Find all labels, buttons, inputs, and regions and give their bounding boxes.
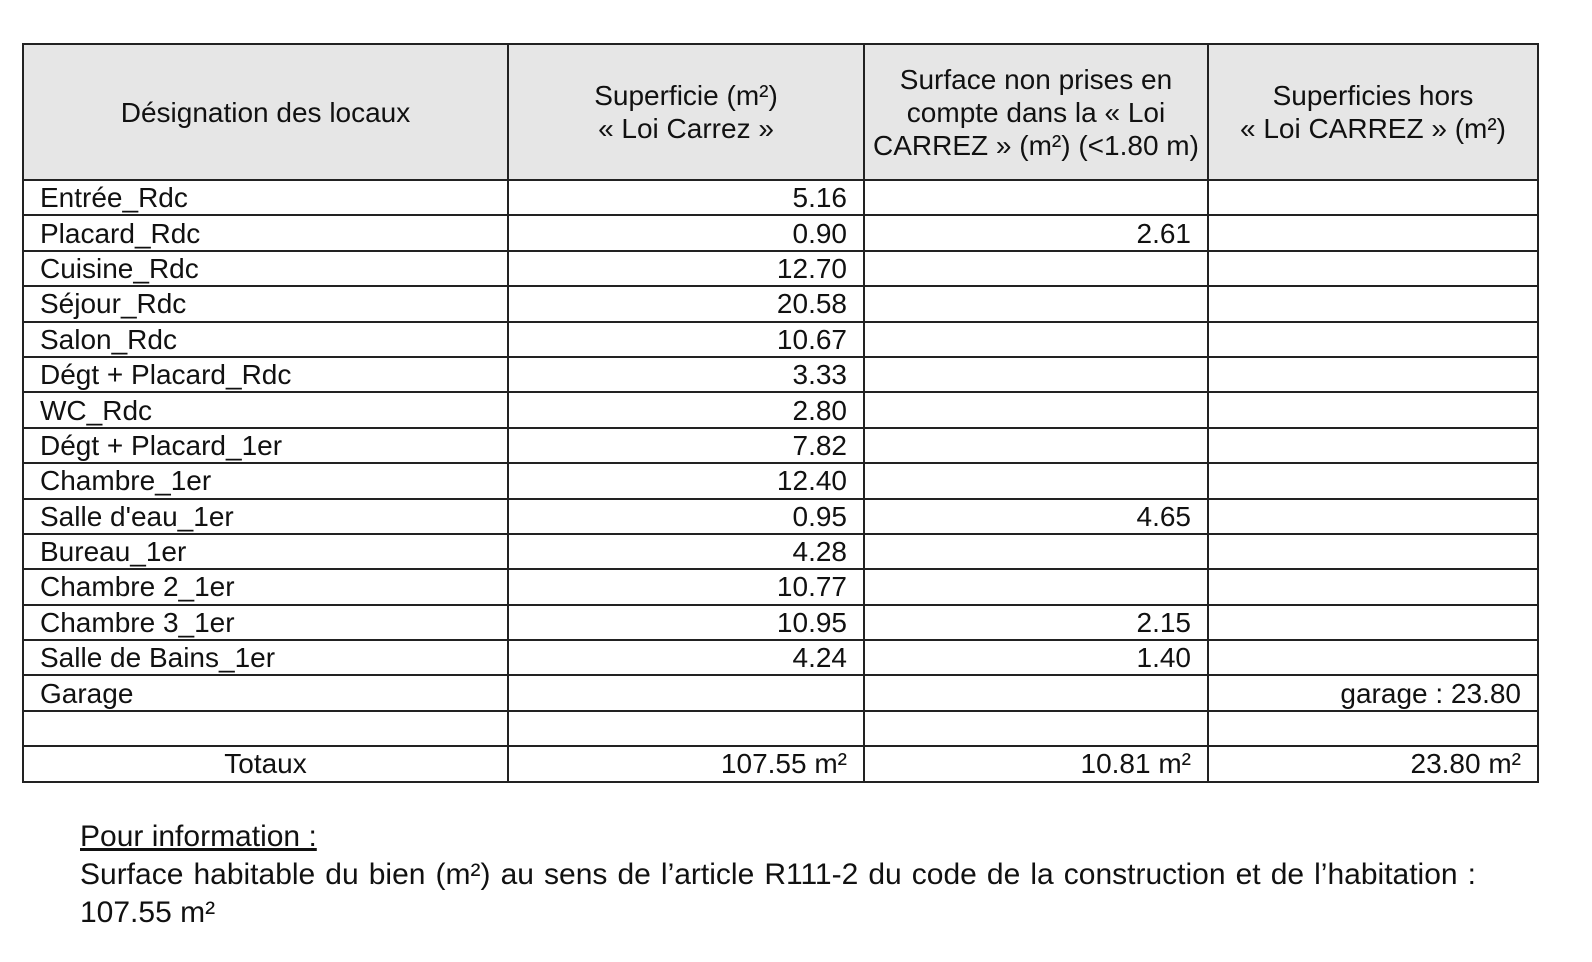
total-cell: 23.80 m² (1208, 746, 1538, 781)
area-cell (864, 428, 1208, 463)
area-cell (1208, 357, 1538, 392)
area-cell: 0.90 (508, 215, 864, 250)
area-cell: 2.80 (508, 392, 864, 427)
table-row (23, 499, 1538, 534)
area-cell: 0.95 (508, 499, 864, 534)
room-name-cell: Placard_Rdc (23, 215, 508, 250)
header-outside-carrez-area (1208, 44, 1538, 180)
area-cell (864, 357, 1208, 392)
area-cell (1208, 569, 1538, 604)
area-cell (1208, 392, 1538, 427)
header-designation-label: Désignation des locaux (120, 96, 411, 128)
area-cell: 10.95 (508, 605, 864, 640)
area-cell (864, 251, 1208, 286)
area-cell: 4.65 (864, 499, 1208, 534)
room-name-cell: Chambre 3_1er (23, 605, 508, 640)
room-name-cell (23, 711, 508, 746)
area-cell (864, 711, 1208, 746)
area-cell: 10.77 (508, 569, 864, 604)
area-cell (864, 392, 1208, 427)
table-row (23, 392, 1538, 427)
room-name-cell: Salle de Bains_1er (23, 640, 508, 675)
area-cell: 4.28 (508, 534, 864, 569)
room-name-cell: Salle d'eau_1er (23, 499, 508, 534)
info-title: Pour information : (80, 820, 317, 853)
header-carrez-area-label: Superficie (m²) « Loi Carrez » (594, 80, 778, 144)
area-cell (864, 286, 1208, 321)
area-cell: 3.33 (508, 357, 864, 392)
area-cell (864, 534, 1208, 569)
area-cell (1208, 605, 1538, 640)
total-cell: 10.81 m² (864, 746, 1208, 781)
area-cell: garage : 23.80 (1208, 675, 1538, 710)
total-cell: 107.55 m² (508, 746, 864, 781)
area-cell (1208, 640, 1538, 675)
room-name-cell: WC_Rdc (23, 392, 508, 427)
area-cell (1208, 251, 1538, 286)
area-cell: 4.24 (508, 640, 864, 675)
area-cell (1208, 286, 1538, 321)
area-cell (1208, 180, 1538, 215)
table-row (23, 180, 1538, 215)
area-cell (1208, 322, 1538, 357)
table-row (23, 286, 1538, 321)
room-name-cell: Séjour_Rdc (23, 286, 508, 321)
table-row (23, 463, 1538, 498)
area-cell (1208, 428, 1538, 463)
area-cell: 2.61 (864, 215, 1208, 250)
room-name-cell: Dégt + Placard_1er (23, 428, 508, 463)
area-cell: 1.40 (864, 640, 1208, 675)
table-header (23, 44, 1538, 180)
surface-table (22, 43, 1539, 783)
table-body (23, 180, 1538, 782)
area-cell (1208, 499, 1538, 534)
table-row (23, 428, 1538, 463)
totals-row (23, 746, 1538, 781)
area-cell (864, 180, 1208, 215)
table-row (23, 569, 1538, 604)
table-row (23, 322, 1538, 357)
table-row (23, 675, 1538, 710)
area-cell (1208, 711, 1538, 746)
area-cell: 7.82 (508, 428, 864, 463)
header-outside-carrez-area-label: Superficies hors « Loi CARREZ » (m²) (1239, 80, 1507, 144)
area-cell (864, 463, 1208, 498)
area-cell: 12.40 (508, 463, 864, 498)
area-cell (1208, 534, 1538, 569)
room-name-cell: Chambre 2_1er (23, 569, 508, 604)
area-cell (1208, 215, 1538, 250)
area-cell: 5.16 (508, 180, 864, 215)
header-excluded-area (864, 44, 1208, 180)
totals-label: Totaux (23, 746, 508, 781)
header-excluded-area-label: Surface non prises en compte dans la « Loi CARREZ » (m²) (<1.80 m) (873, 63, 1199, 161)
header-carrez-area (508, 44, 864, 180)
area-cell: 20.58 (508, 286, 864, 321)
room-name-cell: Salon_Rdc (23, 322, 508, 357)
area-cell: 12.70 (508, 251, 864, 286)
room-name-cell: Bureau_1er (23, 534, 508, 569)
table-row (23, 534, 1538, 569)
info-section (80, 818, 1476, 932)
area-cell (864, 322, 1208, 357)
table-row (23, 711, 1538, 746)
area-cell (508, 711, 864, 746)
header-designation (23, 44, 508, 180)
area-cell (1208, 463, 1538, 498)
room-name-cell: Chambre_1er (23, 463, 508, 498)
info-text: Surface habitable du bien (m²) au sens de l’article R111-2 du code de la construction et de l’habitation : 107.55 m² (80, 858, 1476, 929)
room-name-cell: Garage (23, 675, 508, 710)
area-cell: 10.67 (508, 322, 864, 357)
area-cell (864, 675, 1208, 710)
room-name-cell: Dégt + Placard_Rdc (23, 357, 508, 392)
table-row (23, 215, 1538, 250)
header-row (23, 44, 1538, 180)
table-row (23, 251, 1538, 286)
area-cell: 2.15 (864, 605, 1208, 640)
table-row (23, 605, 1538, 640)
room-name-cell: Cuisine_Rdc (23, 251, 508, 286)
table-row (23, 640, 1538, 675)
area-cell (508, 675, 864, 710)
table-row (23, 357, 1538, 392)
area-cell (864, 569, 1208, 604)
room-name-cell: Entrée_Rdc (23, 180, 508, 215)
